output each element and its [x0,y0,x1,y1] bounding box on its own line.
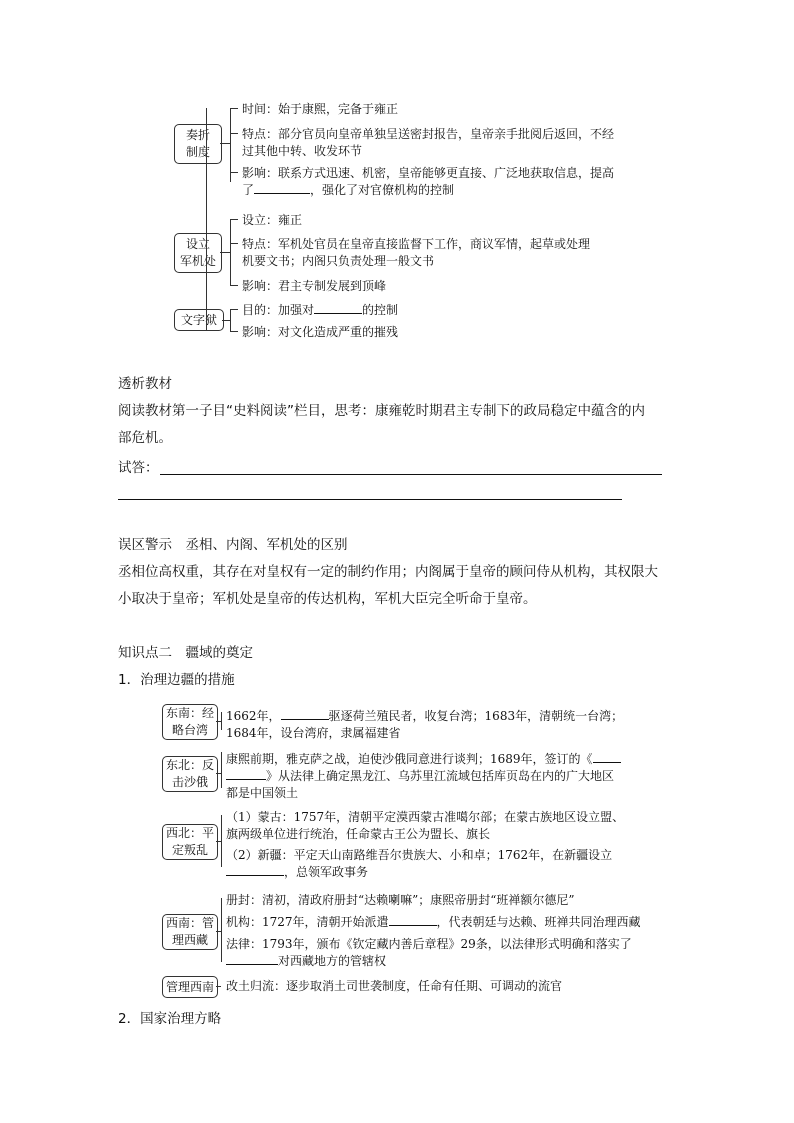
nw-line4: ，总领军政事务 [226,864,368,880]
fill-blank[interactable] [281,718,329,720]
ne-line1: 康熙前期，雅克萨之战，迫使沙俄同意进行谈判；1689年，签订的《 [226,751,621,767]
box-northeast: 东北：反 击沙俄 [162,756,218,792]
zouzhe-effect: 影响：联系方式迅速、机密，皇帝能够更直接、广泛地获取信息，提高 [242,166,615,180]
zouzhe-feature: 特点：部分官员向皇帝单独呈送密封报告，皇帝亲手批阅后返回，不经 [242,127,615,141]
box-zouzhe: 奏折 制度 [174,124,222,164]
nw-line1: （1）蒙古：1757年，清朝平定漠西蒙古准噶尔部；在蒙古族地区设立盟、 [226,810,625,824]
jjc-set: 设立：雍正 [242,213,303,227]
knowledge-sub1: 1．治理边疆的措施 [118,672,235,688]
se-line1: 1662年， 驱逐荷兰殖民者，收复台湾；1683年，清朝统一台湾； [226,709,624,723]
nw-line2: 旗两级单位进行统治，任命蒙古王公为盟长、旗长 [226,827,491,841]
fill-blank[interactable] [593,761,621,763]
ne-line2: 》从法律上确定黑龙江、乌苏里江流域包括库页岛在内的广大地区 [226,768,614,784]
box-southeast: 东南：经 略台湾 [162,704,218,740]
sw-line4: 对西藏地方的管辖权 [226,953,386,969]
fill-blank[interactable] [226,874,284,876]
fill-blank[interactable] [389,924,437,926]
nw-line3: （2）新疆：平定天山南路维吾尔贵族大、小和卓；1762年，在新疆设立 [226,848,613,862]
box-wenziyu: 文字狱 [174,309,224,331]
fill-blank[interactable] [226,963,278,965]
fill-blank[interactable] [226,778,266,780]
fill-blank[interactable] [314,312,362,314]
sw-line3: 法律：1793年，颁布《钦定藏内善后章程》29条，以法律形式明确和落实了 [226,937,632,951]
sw-line2: 机构：1727年，清朝开始派遣 ，代表朝廷与达赖、班禅共同治理西藏 [226,915,641,929]
connector-zouzhe [230,108,231,182]
box-southwest: 西南：管 理西藏 [162,914,218,950]
sw-line1: 册封：清初，清政府册封“达赖喇嘛”；康熙帝册封“班禅额尔德尼” [226,893,575,907]
answer-label: 试答： [118,460,159,476]
zouzhe-time: 时间：始于康熙，完备于雍正 [242,102,399,116]
jjc-effect: 影响：君主专制发展到顶峰 [242,279,387,293]
connector-spine [206,108,207,330]
wzy-purpose: 目的：加强对 的控制 [242,303,399,317]
box-northwest: 西北：平 定叛乱 [162,824,218,860]
se-line2: 1684年，设台湾府，隶属福建省 [226,726,401,740]
s-line1: 改土归流：逐步取消土司世袭制度，任命有任期、可调动的流官 [226,979,563,993]
connector-junjichu [230,219,231,285]
touxi-question: 阅读教材第一子目“史料阅读”栏目，思考：康雍乾时期君主专制下的政局稳定中蕴含的内 [118,403,645,419]
wuqu-heading: 误区警示 丞相、内阁、军机处的区别 [118,537,348,553]
jjc-feature: 特点：军机处官员在皇帝直接监督下工作，商议军情，起草或处理 [242,237,591,251]
wzy-effect: 影响：对文化造成严重的摧残 [242,325,399,339]
box-south: 管理西南 [162,976,218,998]
wuqu-line2: 小取决于皇帝；军机处是皇帝的传达机构，军机大臣完全听命于皇帝。 [118,591,537,607]
wuqu-line1: 丞相位高权重，其存在对皇权有一定的制约作用；内阁属于皇帝的顾问侍从机构，其权限大 [118,564,658,580]
answer-line-2[interactable] [118,499,622,500]
connector-wenziyu [230,309,231,331]
touxi-heading: 透析教材 [118,376,172,392]
answer-line-1[interactable] [160,474,662,475]
fill-blank[interactable] [254,192,310,194]
ne-line3: 都是中国领土 [226,786,299,800]
knowledge-sub2: 2．国家治理方略 [118,1011,222,1027]
knowledge-heading: 知识点二 疆域的奠定 [118,645,253,661]
box-junjichu: 设立 军机处 [174,233,222,273]
